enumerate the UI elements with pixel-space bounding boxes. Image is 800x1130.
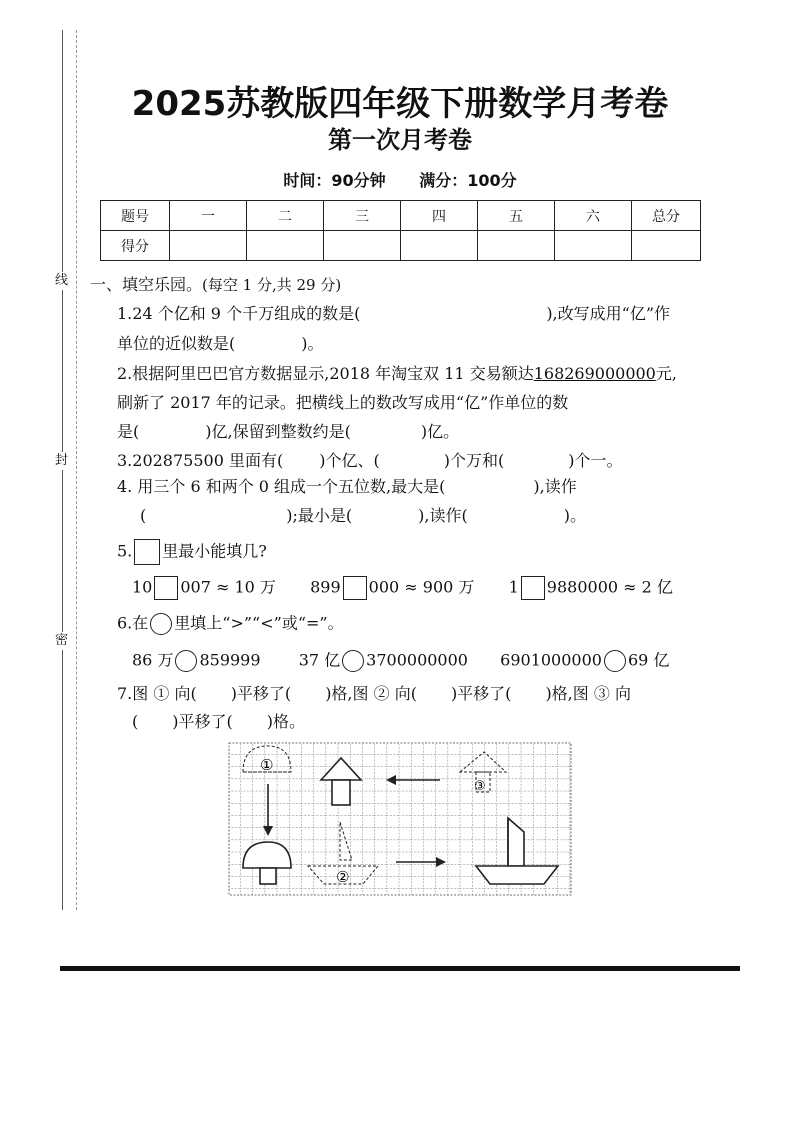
page-subtitle: 第一次月考卷 [328, 126, 472, 154]
score-cell[interactable] [632, 231, 701, 261]
q3-line [117, 451, 622, 471]
q5-line2 [132, 576, 673, 600]
q5-item-text: 000 ≈ 900 万 [368, 577, 475, 597]
q1-line2 [117, 334, 324, 354]
q1-line1 [117, 304, 670, 324]
score-cell[interactable] [170, 231, 247, 261]
q5-item-text: 10 [132, 577, 153, 597]
q6-item-text: 69 亿 [627, 650, 670, 670]
q5-item-text: 1 [508, 577, 519, 597]
figure-label-1: ① [260, 756, 274, 774]
exam-full-score: 满分：100分 [419, 171, 517, 190]
q4-text: 4. 用三个 6 和两个 0 组成一个五位数,最大是( [117, 477, 446, 496]
q2-text: 2.根据阿里巴巴官方数据显示,2018 年淘宝双 11 交易额达 [117, 364, 534, 383]
q6-answer-circle-1[interactable] [175, 650, 197, 672]
q3-text: )个亿、( [319, 451, 380, 470]
q4-text: ( [140, 506, 147, 525]
q7-text: )格。 [266, 712, 305, 731]
score-row-label: 得分 [101, 231, 170, 261]
score-header-cell: 二 [247, 201, 324, 231]
q6-item-text: 859999 [199, 650, 261, 670]
q6-answer-circle-3[interactable] [604, 650, 626, 672]
q6-item-text: 37 亿 [298, 650, 341, 670]
q3-text: 3.202875500 里面有( [117, 451, 284, 470]
score-header-cell: 六 [555, 201, 632, 231]
q7-line2 [132, 712, 305, 732]
section-1-heading [90, 272, 341, 295]
q7-text: 7.图 ① 向( [117, 684, 197, 703]
q6-item-text: 86 万 [132, 650, 174, 670]
margin-mark-xian: 线 [55, 273, 69, 288]
score-cell[interactable] [247, 231, 324, 261]
score-cell[interactable] [324, 231, 401, 261]
q7-text: )格,图 ③ 向 [545, 684, 631, 703]
score-header-cell: 三 [324, 201, 401, 231]
q4-text: ),读作 [533, 477, 577, 496]
q7-text: )平移了( [230, 684, 292, 703]
q3-text: )个万和( [443, 451, 505, 470]
q6-item-text: 6901000000 [500, 650, 602, 670]
q4-line1 [117, 477, 577, 497]
score-table [100, 200, 701, 261]
score-cell[interactable] [478, 231, 555, 261]
circle-icon [150, 613, 172, 635]
margin-mark-feng: 封 [55, 453, 69, 468]
q2-line1 [117, 364, 677, 384]
exam-time: 时间：90分钟 [283, 171, 386, 190]
q6-item-text: 3700000000 [366, 650, 468, 670]
q5-item-text: 9880000 ≈ 2 亿 [546, 577, 673, 597]
page-title: 2025苏教版四年级下册数学月考卷 [131, 84, 669, 124]
binding-dashed-line [76, 30, 77, 910]
q5-answer-box-1[interactable] [154, 576, 178, 600]
q2-line2 [117, 393, 568, 413]
score-header-cell: 总分 [632, 201, 701, 231]
score-header-cell: 五 [478, 201, 555, 231]
score-header-cell: 一 [170, 201, 247, 231]
q5-answer-box-3[interactable] [521, 576, 545, 600]
q7-text: )格,图 ② 向( [325, 684, 417, 703]
score-value-row [101, 231, 701, 261]
score-header-cell: 题号 [101, 201, 170, 231]
q4-text: )。 [563, 506, 586, 525]
margin-mark-mi: 密 [55, 633, 69, 648]
q3-text: )个一。 [568, 451, 623, 470]
q5-line1 [117, 539, 267, 565]
square-box-icon [134, 539, 160, 565]
q5-text: 里最小能填几? [162, 541, 267, 561]
q4-text: );最小是( [286, 506, 353, 525]
q6-line2 [132, 650, 669, 672]
q5-item-text: 899 [310, 577, 341, 597]
q4-line2 [140, 506, 586, 526]
q2-line3 [117, 422, 459, 442]
bottom-rule [60, 966, 740, 971]
q1-text: ),改写成用“亿”作 [546, 304, 671, 323]
q6-line1 [117, 613, 344, 635]
q1-text: 1.24 个亿和 9 个千万组成的数是( [117, 304, 361, 323]
q5-answer-box-2[interactable] [343, 576, 367, 600]
q1-text: )。 [301, 334, 324, 353]
score-header-row [101, 201, 701, 231]
section-1-title: 一、填空乐园。 [90, 275, 203, 294]
grid-figure-svg [228, 742, 574, 898]
exam-info [0, 168, 800, 191]
q6-text: 6.在 [117, 613, 149, 633]
q7-text: )平移了( [172, 712, 233, 731]
q2-text: 刷新了 2017 年的记录。把横线上的数改写成用“亿”作单位的数 [117, 393, 569, 412]
q1-text: 单位的近似数是( [117, 334, 236, 353]
figure-label-3: ③ [474, 779, 486, 794]
q4-text: ),读作( [418, 506, 468, 525]
q7-line1 [117, 684, 631, 704]
q7-text: ( [132, 712, 139, 731]
figure-label-2: ② [336, 868, 350, 886]
score-header-cell: 四 [401, 201, 478, 231]
score-cell[interactable] [401, 231, 478, 261]
q7-text: )平移了( [450, 684, 512, 703]
q2-text: )亿,保留到整数约是( [205, 422, 351, 441]
q5-item-text: 007 ≈ 10 万 [180, 577, 276, 597]
translation-figure [228, 742, 574, 902]
q2-underlined-number: 168269000000 [533, 364, 656, 383]
q5-text: 5. [117, 541, 133, 561]
q6-answer-circle-2[interactable] [342, 650, 364, 672]
q6-text: 里填上“>”“<”或“=”。 [174, 613, 344, 633]
score-cell[interactable] [555, 231, 632, 261]
binding-line [62, 30, 63, 910]
q2-text: 元, [655, 364, 677, 383]
q2-text: 是( [117, 422, 140, 441]
q2-text: )亿。 [420, 422, 460, 441]
section-1-points: (每空 1 分,共 29 分) [202, 276, 342, 294]
